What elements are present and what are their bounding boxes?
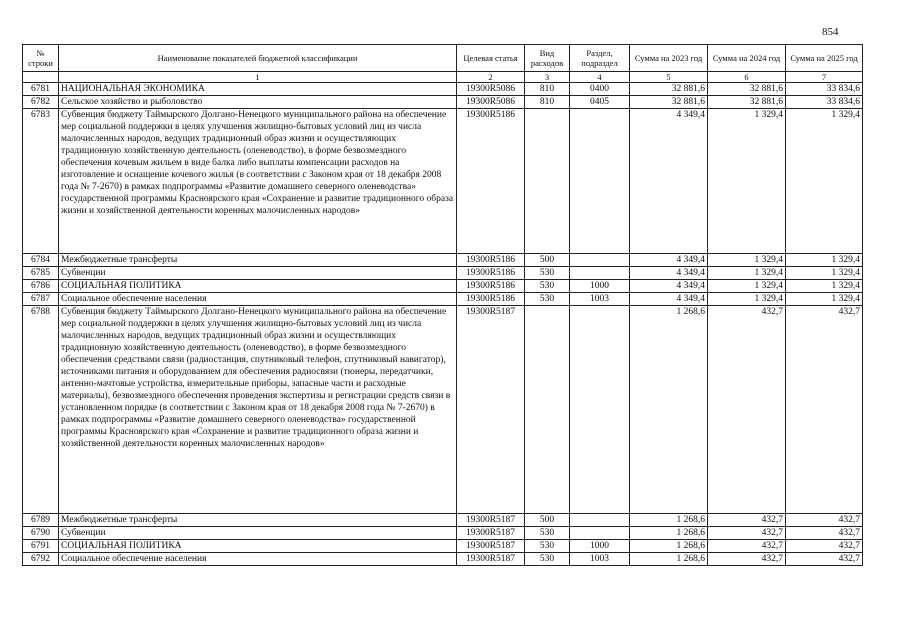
sum-2024-cell: 1 329,4 [708, 280, 786, 293]
sum-2024-cell: 1 329,4 [708, 109, 786, 254]
name-cell: Субвенция бюджету Таймырского Долгано-Ненецкого муниципального района на обеспечение мер социальной поддержки в целях улучшения жилищно-бытовых условий лиц из числа малочисленных народов, ведущих традиционный образ жизни и осуществляющих традиционную хозяйственную деятельность (оленеводство), в форме безвозмездного обеспечения кочевым жильем в виде балка либо выплаты компенсации расходов на изготовление и оснащение кочевого жилья (в соответствии с Законом края от 18 декабря 2008 года № 7-2670) в рамках подпрограммы «Развитие домашнего северного оленеводства» государственной программы Красноярского края «Сохранение и развитие традиционного образа жизни и хозяйственной деятельности коренных малочисленных народов» [59, 109, 457, 254]
column-numbers-row [23, 72, 863, 83]
target-cell: 19300R5086 [457, 83, 525, 96]
section-cell [570, 109, 630, 254]
table-row [23, 306, 863, 514]
section-cell: 1000 [570, 280, 630, 293]
sum-2024-cell: 432,7 [708, 514, 786, 527]
target-cell: 19300R5186 [457, 280, 525, 293]
expense-type-cell: 500 [525, 254, 570, 267]
target-cell: 19300R5187 [457, 306, 525, 514]
row-no-cell: 6787 [23, 293, 59, 306]
sum-2025-cell: 1 329,4 [786, 280, 863, 293]
sum-2025-cell: 1 329,4 [786, 254, 863, 267]
row-no-cell: 6783 [23, 109, 59, 254]
sum-2025-cell: 432,7 [786, 306, 863, 514]
row-no-cell: 6790 [23, 527, 59, 540]
header-expense-type: Вид расходов [525, 45, 570, 72]
section-cell [570, 527, 630, 540]
table-row [23, 553, 863, 566]
sum-2025-cell: 432,7 [786, 527, 863, 540]
target-cell: 19300R5187 [457, 514, 525, 527]
sum-2024-cell: 432,7 [708, 553, 786, 566]
row-no-cell: 6789 [23, 514, 59, 527]
sum-2024-cell: 32 881,6 [708, 96, 786, 109]
header-sum-2024: Сумма на 2024 год [708, 45, 786, 72]
section-cell: 1003 [570, 293, 630, 306]
sum-2023-cell: 4 349,4 [630, 293, 708, 306]
table-row [23, 514, 863, 527]
sum-2025-cell: 33 834,6 [786, 83, 863, 96]
name-cell: Субвенции [59, 267, 457, 280]
sum-2023-cell: 32 881,6 [630, 96, 708, 109]
row-no-cell: 6782 [23, 96, 59, 109]
sum-2024-cell: 1 329,4 [708, 254, 786, 267]
table-row [23, 109, 863, 254]
sum-2023-cell: 1 268,6 [630, 306, 708, 514]
expense-type-cell: 530 [525, 293, 570, 306]
table-row [23, 540, 863, 553]
expense-type-cell: 530 [525, 540, 570, 553]
sum-2025-cell: 1 329,4 [786, 293, 863, 306]
target-cell: 19300R5186 [457, 293, 525, 306]
sum-2024-cell: 32 881,6 [708, 83, 786, 96]
sum-2023-cell: 4 349,4 [630, 109, 708, 254]
section-cell [570, 267, 630, 280]
column-number: 1 [59, 72, 457, 83]
column-number: 6 [708, 72, 786, 83]
section-cell: 0400 [570, 83, 630, 96]
name-cell: Субвенция бюджету Таймырского Долгано-Ненецкого муниципального района на обеспечение мер социальной поддержки в целях улучшения жилищно-бытовых условий лиц из числа малочисленных народов, ведущих традиционный образ жизни и осуществляющих традиционную хозяйственную деятельность (оленеводство), в форме безвозмездного обеспечения средствами связи (радиостанция, спутниковый телефон, спутниковый навигатор), источниками питания и оборудованием для обеспечения радиосвязи (тюнеры, передатчики, антенно-мачтовые устройства, измерительные приборы, запасные части и расходные материалы), безвозмездного обеспечения проведения экспертизы и регистрации средств связи в установленном порядке (в соответствии с Законом края от 18 декабря 2008 года № 7-2670) в рамках подпрограммы «Развитие домашнего северного оленеводства» государственной программы Красноярского края «Сохранение и развитие традиционного образа жизни и хозяйственной деятельности коренных малочисленных народов» [59, 306, 457, 514]
column-number [23, 72, 59, 83]
sum-2024-cell: 432,7 [708, 306, 786, 514]
page-number: 854 [822, 26, 839, 38]
name-cell: Межбюджетные трансферты [59, 254, 457, 267]
sum-2025-cell: 432,7 [786, 553, 863, 566]
expense-type-cell: 530 [525, 527, 570, 540]
section-cell: 0405 [570, 96, 630, 109]
name-cell: Межбюджетные трансферты [59, 514, 457, 527]
target-cell: 19300R5187 [457, 527, 525, 540]
table-row [23, 280, 863, 293]
expense-type-cell [525, 109, 570, 254]
column-number: 4 [570, 72, 630, 83]
table-row [23, 527, 863, 540]
sum-2023-cell: 1 268,6 [630, 527, 708, 540]
section-cell: 1000 [570, 540, 630, 553]
target-cell: 19300R5186 [457, 254, 525, 267]
name-cell: Субвенции [59, 527, 457, 540]
table-row [23, 267, 863, 280]
name-cell: Сельское хозяйство и рыболовство [59, 96, 457, 109]
sum-2025-cell: 1 329,4 [786, 267, 863, 280]
row-no-cell: 6792 [23, 553, 59, 566]
header-name: Наименование показателей бюджетной классификации [59, 45, 457, 72]
expense-type-cell: 530 [525, 280, 570, 293]
table-row [23, 293, 863, 306]
budget-table [22, 44, 863, 566]
header-sum-2023: Сумма на 2023 год [630, 45, 708, 72]
section-cell: 1003 [570, 553, 630, 566]
sum-2023-cell: 4 349,4 [630, 267, 708, 280]
expense-type-cell: 810 [525, 83, 570, 96]
sum-2023-cell: 4 349,4 [630, 254, 708, 267]
sum-2024-cell: 432,7 [708, 540, 786, 553]
name-cell: НАЦИОНАЛЬНАЯ ЭКОНОМИКА [59, 83, 457, 96]
target-cell: 19300R5186 [457, 109, 525, 254]
name-cell: Социальное обеспечение населения [59, 553, 457, 566]
target-cell: 19300R5187 [457, 540, 525, 553]
row-no-cell: 6786 [23, 280, 59, 293]
sum-2024-cell: 1 329,4 [708, 267, 786, 280]
table-row [23, 254, 863, 267]
sum-2025-cell: 1 329,4 [786, 109, 863, 254]
row-no-cell: 6781 [23, 83, 59, 96]
sum-2025-cell: 432,7 [786, 514, 863, 527]
row-no-cell: 6791 [23, 540, 59, 553]
sum-2025-cell: 33 834,6 [786, 96, 863, 109]
table-row [23, 83, 863, 96]
expense-type-cell: 500 [525, 514, 570, 527]
sum-2023-cell: 4 349,4 [630, 280, 708, 293]
row-no-cell: 6784 [23, 254, 59, 267]
header-row-no: № строки [23, 45, 59, 72]
expense-type-cell: 530 [525, 553, 570, 566]
sum-2023-cell: 1 268,6 [630, 553, 708, 566]
target-cell: 19300R5187 [457, 553, 525, 566]
target-cell: 19300R5186 [457, 267, 525, 280]
sum-2023-cell: 1 268,6 [630, 514, 708, 527]
expense-type-cell: 530 [525, 267, 570, 280]
name-cell: СОЦИАЛЬНАЯ ПОЛИТИКА [59, 540, 457, 553]
table-row [23, 96, 863, 109]
row-no-cell: 6785 [23, 267, 59, 280]
header-row [23, 45, 863, 72]
section-cell [570, 306, 630, 514]
section-cell [570, 254, 630, 267]
row-no-cell: 6788 [23, 306, 59, 514]
sum-2024-cell: 1 329,4 [708, 293, 786, 306]
target-cell: 19300R5086 [457, 96, 525, 109]
column-number: 7 [786, 72, 863, 83]
expense-type-cell: 810 [525, 96, 570, 109]
column-number: 3 [525, 72, 570, 83]
sum-2024-cell: 432,7 [708, 527, 786, 540]
sum-2023-cell: 1 268,6 [630, 540, 708, 553]
column-number: 5 [630, 72, 708, 83]
name-cell: СОЦИАЛЬНАЯ ПОЛИТИКА [59, 280, 457, 293]
sum-2025-cell: 432,7 [786, 540, 863, 553]
header-sum-2025: Сумма на 2025 год [786, 45, 863, 72]
expense-type-cell [525, 306, 570, 514]
sum-2023-cell: 32 881,6 [630, 83, 708, 96]
section-cell [570, 514, 630, 527]
column-number: 2 [457, 72, 525, 83]
header-target: Целевая статья [457, 45, 525, 72]
header-section: Раздел, подраздел [570, 45, 630, 72]
name-cell: Социальное обеспечение населения [59, 293, 457, 306]
